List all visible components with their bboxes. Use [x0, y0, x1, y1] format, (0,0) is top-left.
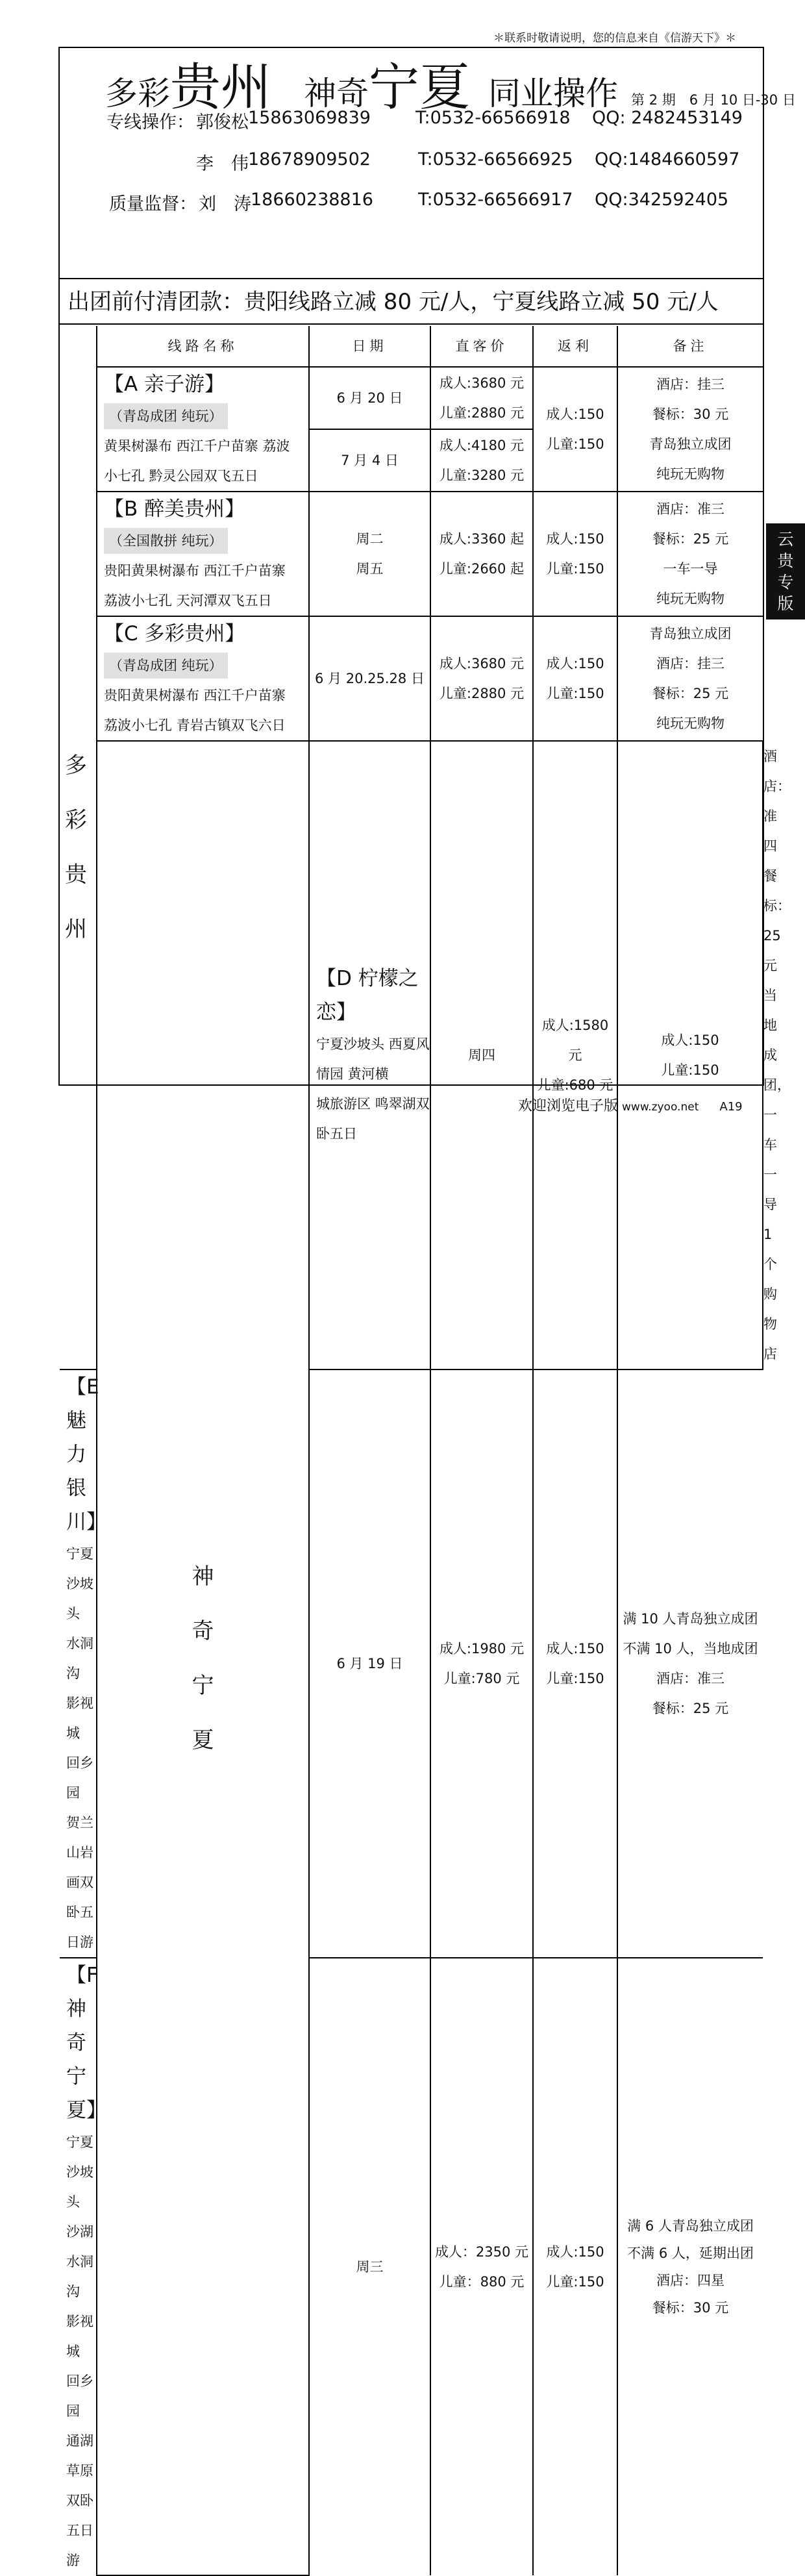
region-label: 神 奇 宁 夏 — [192, 1563, 214, 1753]
route-price — [430, 367, 533, 429]
table-header-row — [60, 326, 763, 367]
route-rebate — [533, 367, 617, 492]
route-desc: 贵阳黄果树瀑布 西江千户苗寨 — [104, 563, 286, 579]
price-child: 儿童:780 元 — [443, 1671, 520, 1686]
route-rebate — [533, 492, 617, 616]
route-date — [309, 492, 430, 616]
route-notes — [617, 1369, 763, 1958]
route-date: 6 月 20 日 — [309, 367, 430, 429]
route-rebate — [533, 616, 617, 741]
note-line: 满 6 人青岛独立成团 — [627, 2218, 754, 2234]
price-adult: 成人:1980 元 — [439, 1641, 525, 1657]
col-header-route: 线路名称 — [97, 326, 309, 367]
route-name: 【A 亲子游】 — [104, 373, 225, 396]
route-desc: 黄果树瀑布 西江千户苗寨 荔波 — [104, 438, 290, 454]
rebate-child: 儿童:150 — [661, 1062, 719, 1078]
route-desc: 回乡园 贺兰山岩画双卧五日游 — [66, 1755, 93, 1950]
route-f — [60, 1958, 106, 2575]
route-tag: （青岛成团 纯玩） — [104, 653, 228, 679]
footer-site: www.zyoo.net — [622, 1101, 699, 1114]
side-tab-char: 版 — [777, 594, 794, 613]
table-row — [60, 616, 763, 741]
price-child: 儿童：880 元 — [439, 2274, 525, 2290]
contact-phone: 18660238816 — [251, 190, 373, 210]
price-child: 儿童:2660 起 — [439, 561, 525, 577]
note-line: 餐标：25 元 — [652, 531, 729, 547]
price-adult: 成人:3680 元 — [439, 375, 525, 391]
issue-info: 第 2 期 6 月 10 日-30 日 — [631, 92, 796, 108]
title-part-1: 多彩 — [105, 75, 170, 112]
route-date: 7 月 4 日 — [309, 429, 430, 492]
route-desc: 城旅游区 鸣翠湖双卧五日 — [316, 1096, 430, 1142]
date-line: 周五 — [356, 561, 384, 577]
routes-table — [60, 326, 791, 2576]
price-adult: 成人:3360 起 — [439, 531, 525, 547]
route-notes — [617, 1958, 763, 2575]
route-date: 周三 — [309, 1958, 430, 2575]
note-line: 不满 6 人，延期出团 — [627, 2245, 754, 2261]
route-name: 【D 柠檬之恋】 — [316, 967, 419, 1024]
route-price — [430, 429, 533, 492]
rebate-adult: 成人:150 — [661, 1032, 719, 1048]
rebate-child: 儿童:150 — [546, 436, 604, 452]
contact-tel: T:0532-66566925 — [418, 149, 573, 169]
note-line: 酒店：挂三 — [656, 656, 724, 671]
route-price — [430, 1369, 533, 1958]
note-line: 酒店：准三 — [656, 1671, 724, 1686]
route-desc: 荔波小七孔 青岩古镇双飞六日 — [104, 718, 286, 733]
section-side-tab — [766, 523, 805, 619]
title-part-3: 神奇 — [304, 75, 369, 112]
contact-label: 专线操作： — [106, 112, 194, 132]
table-row — [60, 492, 763, 616]
note-line: 青岛独立成团 — [649, 436, 732, 452]
note-line: 满 10 人青岛独立成团 — [623, 1611, 758, 1627]
route-desc: 小七孔 黔灵公园双飞五日 — [104, 468, 258, 484]
note-line: 一车一导 — [663, 561, 718, 577]
note-line: 餐标：25 元 — [652, 686, 729, 701]
route-desc: 宁夏沙坡头 沙湖 水洞沟 影视 — [66, 2134, 93, 2329]
route-name: 【C 多彩贵州】 — [104, 622, 245, 645]
route-tag: （青岛成团 纯玩） — [104, 403, 228, 429]
rebate-adult: 成人:150 — [546, 2244, 604, 2260]
contact-name: 李 伟 — [196, 154, 249, 174]
contact-phone: 18678909502 — [248, 149, 371, 169]
contact-tel: T:0532-66566917 — [418, 190, 573, 210]
rebate-adult: 成人:150 — [546, 1641, 604, 1657]
rebate-adult: 成人:150 — [546, 656, 604, 671]
route-tag: （全国散拼 纯玩） — [104, 528, 228, 554]
contact-label: 质量监督： — [109, 194, 197, 214]
note-line: 纯玩无购物 — [656, 716, 724, 731]
page-number: A19 — [719, 1100, 743, 1114]
route-e — [60, 1369, 106, 1958]
side-tab-char: 专 — [777, 573, 794, 592]
note-line: 酒店：准三 — [656, 501, 724, 517]
note-line: 酒店：挂三 — [656, 377, 724, 392]
rebate-adult: 成人:150 — [546, 531, 604, 547]
date-line: 周二 — [356, 531, 384, 547]
route-rebate — [617, 741, 763, 1369]
region-guizhou — [60, 326, 97, 1369]
note-line: 不满 10 人，当地成团 — [623, 1641, 758, 1657]
route-desc: 宁夏沙坡头 水洞沟 影视城 — [66, 1546, 93, 1741]
rebate-child: 儿童:150 — [546, 1671, 604, 1686]
note-line: 青岛独立成团 — [649, 626, 732, 642]
region-label: 多 彩 贵 州 — [65, 753, 91, 942]
footer-welcome: 欢迎浏览电子版 — [518, 1098, 619, 1114]
col-header-rebate: 返利 — [533, 326, 617, 367]
source-note: ＊联系时敬请说明，您的信息来自《信游天下》＊ — [493, 32, 736, 45]
note-line: 餐标：30 元 — [652, 2300, 729, 2316]
rebate-child: 儿童:150 — [546, 686, 604, 701]
table-row: 神 奇 宁 夏 【D 柠檬之恋】 宁夏沙坡头 西夏风情园 黄河横 城旅游区 鸣翠湖双卧五日 周四 成人:1580 元 儿童:680 元 成人:150 儿童:150 酒店：准四 餐标：25 元 当地成团，一车一导 1 个购物店 — [60, 741, 763, 1369]
route-notes — [617, 492, 763, 616]
route-desc: 贵阳黄果树瀑布 西江千户苗寨 — [104, 688, 286, 703]
route-d — [309, 741, 430, 1369]
route-price — [533, 741, 617, 1369]
col-header-notes: 备注 — [617, 326, 763, 367]
table-row — [60, 367, 763, 429]
contact-qq: QQ:342592405 — [595, 190, 729, 210]
route-price — [430, 492, 533, 616]
note-line: 餐标：25 元 — [652, 1701, 729, 1716]
route-notes — [617, 367, 763, 492]
side-tab-char: 贵 — [777, 551, 794, 570]
price-adult: 成人:4180 元 — [439, 438, 525, 453]
contact-name: 刘 涛 — [199, 194, 251, 214]
note-line: 餐标：30 元 — [652, 406, 729, 422]
route-notes — [617, 616, 763, 741]
route-desc: 城 回乡园 通湖草原双卧五日游 — [66, 2344, 93, 2568]
contact-qq: QQ:1484660597 — [595, 149, 740, 169]
route-name: 【E 魅力银川】 — [66, 1375, 106, 1534]
route-a — [97, 367, 309, 492]
side-tab-char: 云 — [777, 530, 794, 549]
header — [60, 48, 796, 279]
col-header-price: 直客价 — [430, 326, 533, 367]
note-line: 纯玩无购物 — [656, 466, 724, 482]
footer — [518, 1095, 743, 1115]
route-desc: 荔波小七孔 天河潭双飞五日 — [104, 593, 272, 608]
note-line: 酒店：四星 — [656, 2273, 724, 2288]
route-name: 【F 神奇宁夏】 — [66, 1964, 106, 2122]
route-name: 【B 醉美贵州】 — [104, 497, 245, 521]
note-line: 纯玩无购物 — [656, 591, 724, 606]
route-rebate — [533, 1369, 617, 1958]
contact-name: 郭俊松 — [196, 112, 249, 132]
price-adult: 成人：2350 元 — [434, 2244, 529, 2260]
rebate-adult: 成人:150 — [546, 406, 604, 422]
price-child: 儿童:3280 元 — [439, 468, 525, 483]
contact-tel: T:0532-66566918 — [415, 108, 571, 128]
title-part-4: 宁夏 — [369, 58, 471, 117]
price-child: 儿童:2880 元 — [439, 405, 525, 421]
price-child: 儿童:680 元 — [537, 1077, 613, 1093]
price-adult: 成人:3680 元 — [439, 656, 525, 671]
route-date: 6 月 20.25.28 日 — [309, 616, 430, 741]
col-header-date: 日期 — [309, 326, 430, 367]
title-part-5: 同业操作 — [488, 75, 619, 112]
rebate-child: 儿童:150 — [546, 2274, 604, 2290]
contact-phone: 15863069839 — [248, 108, 371, 128]
route-rebate — [533, 1958, 617, 2575]
route-desc: 宁夏沙坡头 西夏风情园 黄河横 — [316, 1036, 430, 1082]
route-price — [430, 1958, 533, 2575]
route-date: 6 月 19 日 — [309, 1369, 430, 1958]
contact-qq: QQ: 2482453149 — [592, 108, 743, 128]
region-ningxia — [97, 741, 309, 2575]
route-c — [97, 616, 309, 741]
route-b — [97, 492, 309, 616]
price-adult: 成人:1580 元 — [541, 1018, 609, 1063]
route-date: 周四 — [430, 741, 533, 1369]
route-price — [430, 616, 533, 741]
rebate-child: 儿童:150 — [546, 561, 604, 577]
promo-banner: 出团前付清团款：贵阳线路立减 80 元/人，宁夏线路立减 50 元/人 — [60, 279, 763, 325]
price-child: 儿童:2880 元 — [439, 686, 525, 701]
title-part-2: 贵州 — [170, 58, 272, 117]
